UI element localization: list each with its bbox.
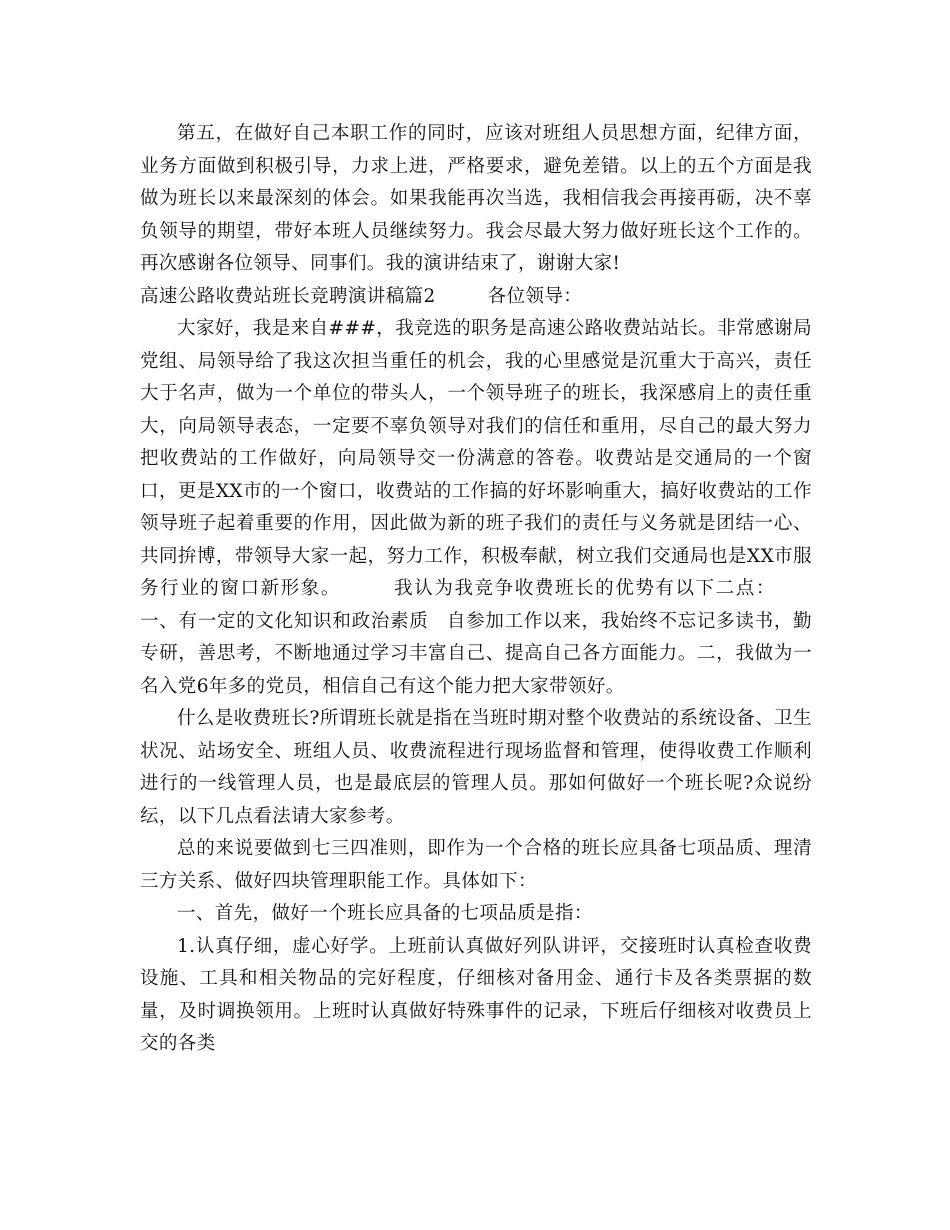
paragraph-principles: 总的来说要做到七三四准则，即作为一个合格的班长应具备七项品质、理清三方关系、做好四块管理职能工作。具体如下： [140,838,812,892]
section-heading-line [140,281,812,314]
advantages-text: 我认为我竞争收费班长的优势有以下二点： [392,578,776,599]
paragraph-fifth-point: 第五，在做好自己本职工作的同时，应该对班组人员思想方面，纪律方面，业务方面做到积极引导，力求上进，严格要求，避免差错。以上的五个方面是我做为班长以来最深刻的体会。如果我能再次当选，我相信我会再接再砺，决不辜负领导的期望，带好本班人员继续努力。我会尽最大努力做好班长这个工作的。再次感谢各位领导、同事们。我的演讲结束了，谢谢大家! [140,123,812,274]
paragraph-seven-qualities: 一、首先，做好一个班长应具备的七项品质是指： [177,903,593,924]
advantage-one-text: 一、有一定的文化知识和政治素质 [140,610,429,632]
greeting-text: 各位领导： [487,285,583,307]
paragraph-quality-one: 1.认真仔细，虚心好学。上班前认真做好列队讲评，交接班时认真检查收费设施、工具和相关物品的完好程度，仔细核对备用金、通行卡及各类票据的数量，及时调换领用。上班时认真做好特殊事件的记录，下班后仔细核对收费员上交的各类 [140,935,812,1054]
intro-text: 大家好，我是来自###，我竞选的职务是高速公路收费站站长。非常感谢局党组、局领导给了我这次担当重任的机会，我的心里感觉是沉重大于高兴，责任大于名声，做为一个单位的带头人，一个领导班子的班长，我深感肩上的责任重大，向局领导表态，一定要不辜负领导对我们的信任和重用，尽自己的最大努力把收费站的工作做好，向局领导交一份满意的答卷。收费站是交通局的一个窗口，更是XX市的一个窗口，收费站的工作搞的好坏影响重大，搞好收费站的工作领导班子起着重要的作用，因此做为新的班子我们的责任与义务就是团结一心、共同拚博，带领导大家一起，努力工作，积极奉献，树立我们交通局也是XX市服务行业的窗口新形象。 [140,318,812,599]
paragraph-introduction [140,313,812,703]
section-title: 高速公路收费站班长竞聘演讲稿篇2 [140,285,436,307]
paragraph-what-is-team-leader: 什么是收费班长?所谓班长就是指在当班时期对整个收费站的系统设备、卫生状况、站场安全、班组人员、收费流程进行现场监督和管理，使得收费工作顺利进行的一线管理人员，也是最底层的管理人员。那如何做好一个班长呢?众说纷纭，以下几点看法请大家参考。 [140,708,812,827]
document-page [140,118,812,1061]
advantage-detail-text: 自参加工作以来，我始终不忘记多读书，勤专研，善思考，不断地通过学习丰富自己、提高自己各方面能力。二，我做为一名入党6年多的党员，相信自己有这个能力把大家带领好。 [140,610,812,697]
